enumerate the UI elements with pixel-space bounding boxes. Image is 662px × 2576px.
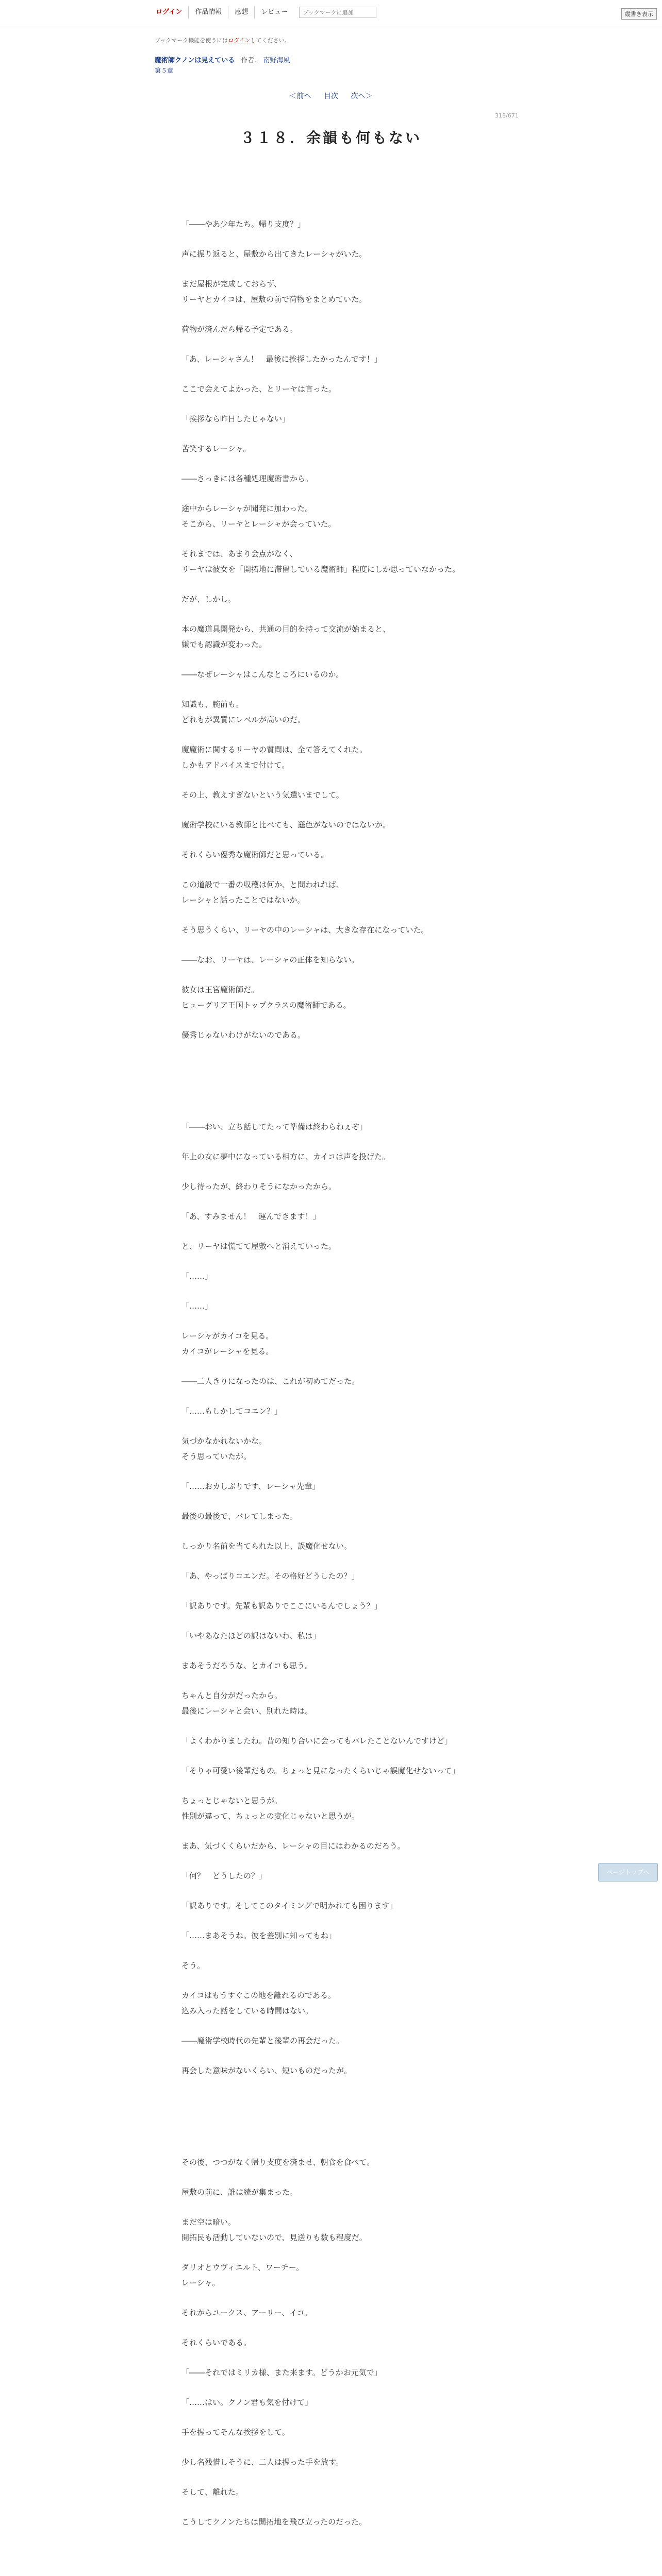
paragraph: しっかり名前を当てられた以上、誤魔化せない。 bbox=[181, 1541, 352, 1551]
paragraph: ――魔術学校時代の先輩と後輩の再会だった。 bbox=[181, 2036, 344, 2045]
bookmark-input[interactable] bbox=[299, 7, 376, 18]
episode-title: ３１８．余韻も何もない bbox=[240, 129, 422, 146]
paragraph: それくらい優秀な魔術師だと思っている。 bbox=[181, 850, 329, 859]
paragraph: ――なぜレーシャはこんなところにいるのか。 bbox=[181, 670, 344, 679]
paragraph: 気づかなかれないかな。 そう思っていたが。 bbox=[181, 1436, 267, 1461]
paragraph: 「何？ どうしたの？」 bbox=[181, 1871, 267, 1880]
paragraph: ここで会えてよかった、とリーヤは言った。 bbox=[181, 384, 337, 394]
pager bbox=[0, 91, 662, 101]
work-info-link[interactable]: 作品情報 bbox=[189, 6, 228, 19]
paragraph: この道設で一番の収穫は何か、と問われれば、 レーシャと話ったことではないか。 bbox=[181, 880, 344, 905]
paragraph: こうしてクノンたちは開拓地を飛び立ったのだった。 bbox=[181, 2517, 367, 2527]
paragraph: 最後の最後で、バレてしまった。 bbox=[181, 1512, 297, 1521]
paragraph: 「……おカしぶりです、レーシャ先輩」 bbox=[181, 1482, 320, 1491]
paragraph: 途中からレーシャが聞発に加わった。 そこから、リーヤとレーシャが会っていた。 bbox=[181, 504, 336, 529]
paragraph: 少し名残惜しそうに、二人は握った手を放す。 bbox=[181, 2458, 343, 2467]
paragraph: 苦笑するレーシャ。 bbox=[181, 444, 251, 453]
series-title-link[interactable]: 魔術師クノンは見えている bbox=[155, 57, 235, 64]
paragraph: と、リーヤは慌てて屋敷へと消えていった。 bbox=[181, 1242, 337, 1251]
paragraph: ――さっきには各種処理魔術書から。 bbox=[181, 474, 313, 483]
paragraph: 「――それではミリカ様、また来ます。どうかお元気で」 bbox=[181, 2368, 382, 2377]
bookmark-note bbox=[155, 36, 290, 44]
paragraph: だが、しかし。 bbox=[181, 595, 236, 604]
author-label: 作者： bbox=[241, 57, 261, 64]
paragraph: 「あ、レーシャさん！ 最後に挨拶したかったんです！」 bbox=[181, 354, 382, 364]
paragraph: 魔術学校にいる教師と比べても、遜色がないのではないか。 bbox=[181, 820, 391, 829]
paragraph: 手を握ってそんな挨拶をして。 bbox=[181, 2428, 290, 2437]
page-top-button[interactable]: ページトップへ bbox=[598, 1863, 658, 1882]
bookmark-note-prefix: ブックマーク機能を使うには bbox=[155, 37, 228, 44]
paragraph: ちょっとじゃないと思うが。 性別が違って、ちょっとの変化じゃないと思うが。 bbox=[181, 1796, 359, 1821]
paragraph: 本の魔道具開発から、共通の目的を持って交流が始まると、 嫌でも認識が変わった。 bbox=[181, 624, 391, 649]
series-info bbox=[155, 55, 290, 64]
scene-break bbox=[181, 1057, 481, 1119]
author-link[interactable]: 南野海風 bbox=[263, 57, 290, 64]
paragraph: ちゃんと自分がだったから。 最後にレーシャと会い、別れた時は。 bbox=[181, 1691, 313, 1716]
toc-link[interactable]: 目次 bbox=[324, 92, 338, 100]
paragraph: レーシャがカイコを見る。 カイコがレーシャを見る。 bbox=[181, 1331, 274, 1356]
paragraph: 「あ、やっぱりコエンだ。その格好どうしたの？」 bbox=[181, 1571, 359, 1581]
bookmark-login-link[interactable]: ログイン bbox=[228, 37, 251, 44]
paragraph: 優秀じゃないわけがないのである。 bbox=[181, 1030, 306, 1040]
paragraph: それくらいである。 bbox=[181, 2338, 252, 2347]
paragraph: 「……まあそうね。彼を差別に知ってもね」 bbox=[181, 1931, 337, 1940]
paragraph: 「――おい、立ち話してたって準備は終わらねぇぞ」 bbox=[181, 1122, 368, 1131]
paragraph: 屋敷の前に、誰は続が集まった。 bbox=[181, 2188, 298, 2197]
paragraph: まあそうだろうな、とカイコも思う。 bbox=[181, 1661, 312, 1670]
paragraph: 「……はい。クノン君も気を付けて」 bbox=[181, 2398, 313, 2407]
chapter-label: 第５章 bbox=[155, 67, 174, 74]
paragraph: 「……」 bbox=[181, 1301, 213, 1311]
paragraph: その後、つつがなく帰り支度を済ませ、朝食を食べて。 bbox=[181, 2158, 375, 2167]
paragraph: その上、教えすぎないという気遣いまでして。 bbox=[181, 790, 344, 800]
top-bar bbox=[0, 0, 662, 25]
scene-break bbox=[181, 2093, 481, 2155]
impressions-link[interactable]: 感想 bbox=[228, 6, 255, 19]
paragraph: そして、離れた。 bbox=[181, 2487, 243, 2497]
paragraph: まだ空は暗い。 開拓民も活動していないので、見送りも数も程度だ。 bbox=[181, 2217, 367, 2242]
paragraph: ――二人きりになったのは、これが初めてだった。 bbox=[181, 1377, 360, 1386]
paragraph: 魔魔術に関するリーヤの質問は、全て答えてくれた。 しかもアドバイスまで付けて。 bbox=[181, 745, 368, 770]
paragraph: 「そりゃ可愛い後輩だもの。ちょっと見になったくらいじゃ誤魔化せないって」 bbox=[181, 1766, 460, 1775]
novel-body bbox=[181, 216, 481, 2576]
paragraph: 「いやあなたほどの訳はないわ、私は」 bbox=[181, 1631, 321, 1640]
paragraph: 荷物が済んだら帰る予定である。 bbox=[181, 325, 298, 334]
paragraph: 声に振り返ると、屋敷から出てきたレーシャがいた。 bbox=[181, 249, 367, 259]
paragraph: ダリオとウヴィエルト、ワーチー。 レーシャ。 bbox=[181, 2263, 304, 2287]
paragraph: カイコはもうすぐこの地を離れるのである。 込み入った話をしている時間はない。 bbox=[181, 1991, 336, 2015]
main-nav bbox=[150, 6, 376, 19]
paragraph: 「訳ありです。先輩も訳ありでここにいるんでしょう？」 bbox=[181, 1601, 382, 1611]
paragraph: 年上の女に夢中になっている相方に、カイコは声を投げた。 bbox=[181, 1152, 390, 1161]
paragraph: 「――やあ少年たち。帰り支度？」 bbox=[181, 219, 306, 229]
paragraph: 「訳ありです。そしてこのタイミングで明かれても困ります」 bbox=[181, 1901, 398, 1910]
bookmark-note-suffix: してください。 bbox=[250, 37, 290, 44]
prev-link[interactable]: ＜前へ bbox=[289, 92, 311, 100]
paragraph: 「よくわかりましたね。昔の知り合いに会ってもバレたことないんですけど」 bbox=[181, 1736, 453, 1745]
paragraph: 知識も、腕前も。 どれもが異質にレベルが高いのだ。 bbox=[181, 700, 306, 724]
paragraph: まあ、気づくくらいだから、レーシャの目にはわかるのだろう。 bbox=[181, 1841, 405, 1851]
paragraph: それからユークス、アーリー、イコ。 bbox=[181, 2308, 312, 2317]
paragraph: 「あ、すみません！ 運んできます！」 bbox=[181, 1212, 321, 1221]
login-link[interactable]: ログイン bbox=[150, 6, 189, 19]
paragraph: ――なお、リーヤは、レーシャの正体を知らない。 bbox=[181, 955, 359, 964]
paragraph: そう。 bbox=[181, 1961, 205, 1970]
vertical-view-button[interactable]: 縦書き表示 bbox=[621, 8, 657, 20]
next-link[interactable]: 次へ＞ bbox=[351, 92, 373, 100]
paragraph: まだ屋根が完成しておらず、 リーヤとカイコは、屋敷の前で荷物をまとめていた。 bbox=[181, 279, 367, 304]
paragraph: それまでは、あまり会点がなく、 リーヤは彼女を「開拓地に滞留している魔術師」程度にしか思っていなかった。 bbox=[181, 549, 460, 574]
paragraph: 少し待ったが、終わりそうになかったから。 bbox=[181, 1182, 337, 1191]
paragraph: そう思うくらい、リーヤの中のレーシャは、大きな存在になっていた。 bbox=[181, 925, 429, 935]
paragraph: 「挨拶なら昨日したじゃない」 bbox=[181, 414, 290, 423]
paragraph: 「……」 bbox=[181, 1272, 213, 1281]
page-number: 318/671 bbox=[495, 112, 519, 119]
review-link[interactable]: レビュー bbox=[261, 8, 288, 16]
paragraph: 彼女は王宮魔術師だ。 ヒューグリア王国トップクラスの魔術師である。 bbox=[181, 985, 351, 1010]
paragraph: 「……もしかしてコエン？」 bbox=[181, 1406, 283, 1416]
paragraph: 再会した意味がないくらい、短いものだったが。 bbox=[181, 2066, 352, 2075]
scene-break bbox=[181, 2544, 481, 2576]
